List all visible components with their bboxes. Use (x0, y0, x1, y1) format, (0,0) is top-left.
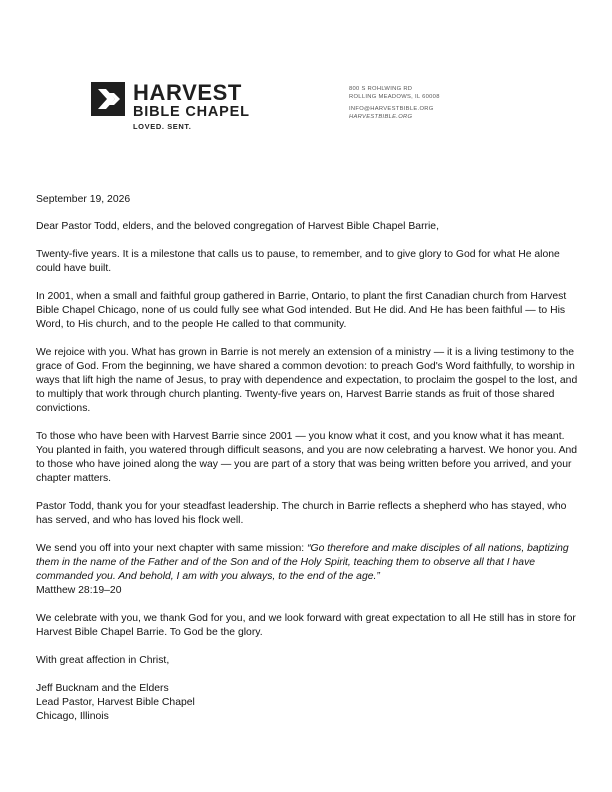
mission-intro: We send you off into your next chapter with same mission: (36, 543, 308, 554)
address-line-1: 800 S ROHLWING RD (349, 86, 413, 92)
signer-name: Jeff Bucknam and the Elders (36, 683, 169, 694)
address-line-2: ROLLING MEADOWS, IL 60008 (349, 93, 440, 100)
scripture-reference: Matthew 28:19–20 (36, 585, 122, 596)
website-address: HARVESTBIBLE.ORG (349, 113, 413, 120)
contact-block (349, 86, 440, 121)
paragraph: In 2001, when a small and faithful group gathered in Barrie, Ontario, to plant the first Canadian church from Harvest Bible Chapel Chicago, none of us could fully see what God intended. But He did. And He has been faithful — to His Word, to His church, and to the people He called to that community. (36, 291, 567, 330)
brand-name: HARVEST (133, 80, 242, 105)
scripture-quote: “Go therefore and make disciples of all nations, baptizing them in the name of the Father and of the Son and of the Holy Spirit, teaching them to observe all that I have commanded you. And behold, I am with you always, to the end of the age.” (36, 543, 569, 582)
letter-date: September 19, 2026 (36, 194, 131, 205)
paragraph: We rejoice with you. What has grown in Barrie is not merely an extension of a ministry — it is a living testimony to the grace of God. From the beginning, we have shared a common devotion: to preach God's Word faithfully, to worship in ways that lift high the name of Jesus, to pray with dependence and expectation, to proclaim the gospel to the lost, and to multiply that work through church planting. Twenty-five years on, Harvest Barrie stands as fruit of those shared convictions. (36, 347, 578, 414)
closing-paragraph: We celebrate with you, we thank God for you, and we look forward with great expectation to all He still has in store for Harvest Bible Chapel Barrie. To God be the glory. (36, 613, 576, 638)
signer-title: Lead Pastor, Harvest Bible Chapel (36, 697, 195, 708)
paragraph: To those who have been with Harvest Barrie since 2001 — you know what it cost, and you know what it has meant. You planted in faith, you watered through difficult seasons, and you are now celebrating a harvest. We honor you. And to those who have joined along the way — you are part of a story that was being written before you arrived, and your chapter matters. (36, 431, 578, 484)
brand-tagline: LOVED. SENT. (133, 122, 192, 131)
signer-location: Chicago, Illinois (36, 711, 109, 722)
sign-off: With great affection in Christ, (36, 655, 170, 666)
chevron-arrow-icon (91, 82, 125, 116)
letter-body (36, 193, 578, 724)
signature-block (36, 682, 578, 724)
paragraph: Twenty-five years. It is a milestone that calls us to pause, to remember, and to give glory to God for what He alone could have built. (36, 249, 560, 274)
email-address: INFO@HARVESTBIBLE.ORG (349, 106, 434, 113)
mission-paragraph (36, 542, 578, 598)
paragraph: Pastor Todd, thank you for your steadfast leadership. The church in Barrie reflects a shepherd who has stayed, who has served, and who has loved his flock well. (36, 501, 567, 526)
salutation: Dear Pastor Todd, elders, and the beloved congregation of Harvest Bible Chapel Barrie, (36, 221, 439, 232)
brand-subname: BIBLE CHAPEL (133, 104, 250, 120)
